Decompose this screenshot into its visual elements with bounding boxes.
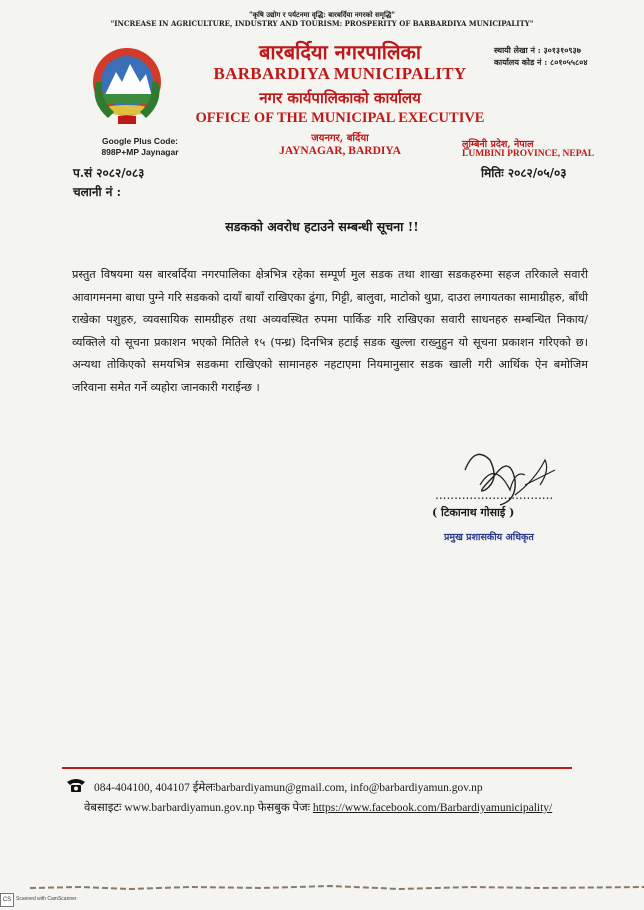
- google-plus-code: Google Plus Code: 898P+MP Jaynagar: [101, 136, 179, 157]
- notice-subject: सडकको अवरोध हटाउने सम्बन्धी सूचना !!: [225, 219, 419, 234]
- paper-edge: [0, 880, 644, 894]
- signatory-designation: प्रमुख प्रशासकीय अधिकृत: [444, 532, 534, 543]
- province-english: LUMBINI PROVINCE, NEPAL: [462, 149, 595, 159]
- municipality-name-nepali: बारबर्दिया नगरपालिका: [258, 40, 422, 64]
- facebook-link[interactable]: https://www.facebook.com/Barbardiyamunicipality/: [312, 802, 553, 814]
- office-code-number: : ८०१०५५८०४: [544, 57, 588, 67]
- motto: "कृषि उद्योग र पर्यटनमा वृद्धि: बारबर्दिया नगरको समृद्धि" "INCREASE IN AGRICULTURE, INDUSTRY AND TOURISM: PROSPERITY OF BARBARDIYA MUNICIPALITY": [110, 10, 534, 28]
- nepal-emblem-logo: [88, 42, 166, 128]
- notice-body: प्रस्तुत विषयमा यस बारबर्दिया नगरपालिका क्षेत्रभित्र रहेका सम्पूर्ण मुल सडक तथा शाखा सडकहरुमा सहज तरिकाले सवारी आवागमनमा बाधा पुग्ने गरि सडकको दायाँ बायाँ राखिएका ढुंगा, गिट्टी, बालुवा, माटोको थुप्रा, दाउरा लगायतका सामाग्रीहरु, बाँधी राखेका पशुहरु, व्यवसायिक सामग्रीहरु तथा अव्यवस्थित रुपमा पार्किङ गरि राखिएका सवारी साधनहरु सम्बन्धित निकाय/व्यक्तिले यो सूचना प्रकाशन भएको मितिले १५ (पन्ध्र) दिनभित्र हटाई सडक खुल्ला राख्नुहुन यो सूचना प्रकाशन गरिएको छ। अन्यथा तोकिएको समयभित्र सडकमा राखिएको सामानहरु नहटाएमा नियमानुसार सडक खाली गरी आर्थिक ऐन बमोजिम जरिवाना समेत गर्ने व्यहोरा जानकारी गराईन्छ ।: [72, 268, 588, 394]
- municipality-name-english: BARBARDIYA MUNICIPALITY: [213, 64, 467, 83]
- office-name-nepali: नगर कार्यपालिकाको कार्यालय: [259, 89, 421, 107]
- registration-info: [494, 44, 587, 68]
- website-label: वेबसाइटः www.barbardiyamun.gov.np फेसबुक पेजः: [84, 802, 310, 814]
- camscanner-watermark: Scanned with CamScanner: [16, 896, 77, 902]
- office-code-label: कार्यालय कोड नं: [494, 57, 542, 67]
- address-nepali: जयनगर, बर्दिया: [311, 133, 369, 144]
- footer-contact: 084-404100, 404107 ईमेलःbarbardiyamun@gmail.com, info@barbardiyamun.gov.np: [94, 782, 483, 794]
- footer-divider: [62, 767, 572, 769]
- province-nepali: लुम्बिनी प्रदेश, नेपाल: [462, 139, 534, 150]
- signature-line: ...............................: [435, 488, 554, 502]
- office-name-english: OFFICE OF THE MUNICIPAL EXECUTIVE: [195, 110, 485, 126]
- camscanner-badge: CS: [0, 893, 14, 907]
- address-english: JAYNAGAR, BARDIYA: [279, 145, 401, 157]
- permanent-account-number: : ३०१३१०९३७: [537, 45, 581, 55]
- document-date: मितिः २०८२/०५/०३: [481, 166, 567, 180]
- signatory-name: ( टिकानाथ गोसाई ): [432, 506, 515, 519]
- dispatch-number: चलानी नं :: [73, 185, 122, 199]
- footer-website: [84, 800, 552, 815]
- phone-icon: [66, 777, 86, 793]
- permanent-account-label: स्थायी लेखा नं: [494, 45, 535, 55]
- reference-number: प.सं २०८२/०८३: [73, 166, 145, 180]
